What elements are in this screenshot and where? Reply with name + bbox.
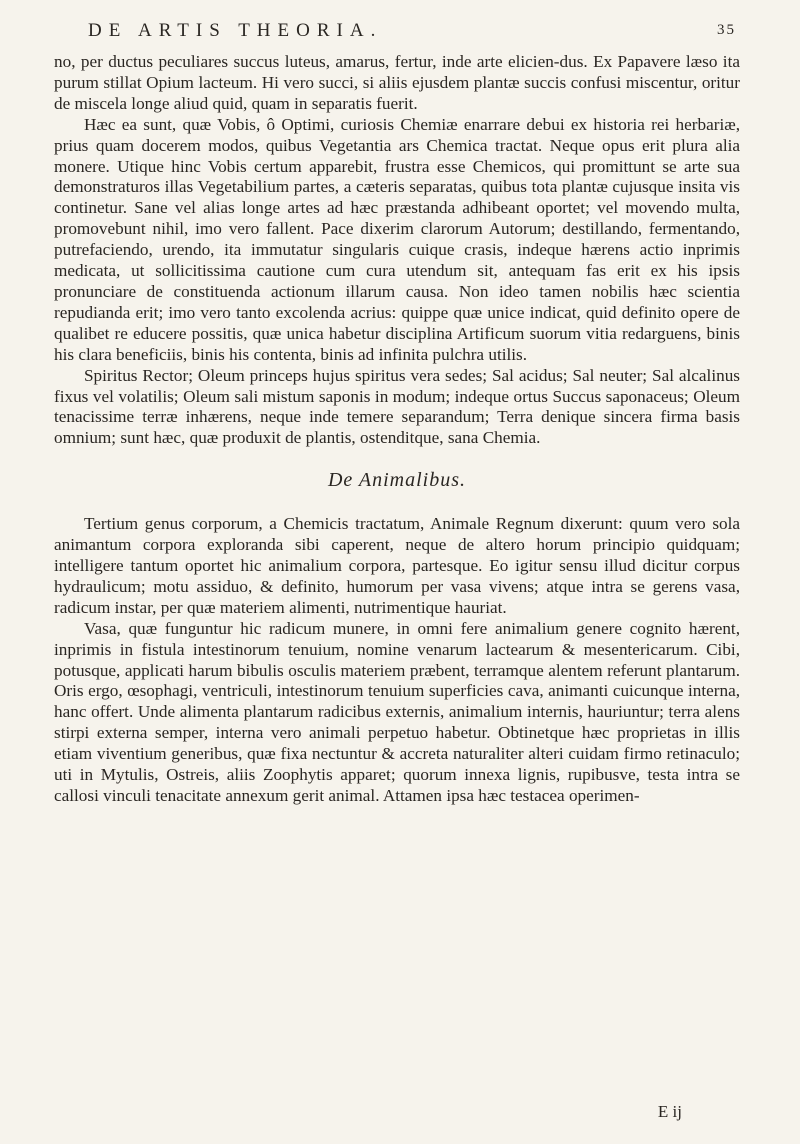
signature-mark: E ij (657, 1102, 682, 1121)
body-text-top (54, 52, 740, 449)
running-head (54, 18, 740, 52)
paragraph-vasa-radicum: Vasa, quæ funguntur hic radicum munere, in omni fere animalium genere cognito hærent, inprimis in fistula intestinorum tenuium, nomine venarum lactearum & mesentericarum. Cibi, potusque, applicati harum bibulis osculis materiem præbent, terramque alentem referunt plantarum. Oris ergo, œsophagi, ventriculi, intestinorum tenuium superficies cava, animanti cuicunque interna, hanc offert. Unde alimenta plantarum radicibus externis, animalium internis, hauriuntur; terra alens stirpi externa semper, interna vero animali perpetuo habetur. Obtinetque hæc proprietas in illis etiam viventium generibus, quæ fixa nectuntur & accreta naturaliter alteri cuidam firmo retinaculo; uti in Mytulis, Ostreis, aliis Zoophytis apparet; quorum innexa lignis, rupibusve, testa intra se callosi vinculi tenacitate annexum gerit animal. Attamen ipsa hæc testacea operimen- (54, 618, 740, 805)
paragraph-chemia-historia: Hæc ea sunt, quæ Vobis, ô Optimi, curiosis Chemiæ enarrare debui ex historia rei herbariæ, prius quam docerem modos, quibus Vegetantia ars Chemica tractat. Neque opus erit plura alia monere. Utique hinc Vobis certum apparebit, frustra esse Chemicos, qui promittunt se arte sua demonstraturos illas Vegetabilium partes, a cæteris separatas, quibus tota plantæ cujusque insita vis continetur. Sane vel alias longe artes ad hæc præstanda adhibeant oportet; vel movendo multa, promovebunt nihil, imo vero fallent. Pace dixerim clarorum Autorum; destillando, fermentando, putrefaciendo, urendo, ita immutatur singularis cuique crasis, indeque hærens actio inprimis medicata, ut sollicitissima cautione cum cura utendum sit, antequam fas erit ex his ipsis pronunciare de constituenda actionum illarum causa. Non ideo tamen nobilis hæc scientia repudianda erit; imo vero tanto excolenda acrius: quippe quæ unice indicat, quid definito opere de qualibet re educere possitis, quæ unica habetur disciplina Artificum suorum vitia redarguens, binis his clara beneficiis, binis his contenta, binis ad infinita pulchra utilis. (54, 114, 740, 364)
section-heading: De Animalibus. (327, 469, 467, 492)
paragraph-continuation: no, per ductus peculiares succus luteus, amarus, fertur, inde arte elicien-dus. Ex Papavere læso ita purum stillat Opium lacteum. Hi vero succi, si aliis ejusdem plantæ succis confusi miscentur, oritur de miscela longe aliud quid, quam in separatis fuerit. (54, 52, 740, 113)
page-number: 35 (717, 22, 736, 38)
body-text-bottom (54, 514, 740, 807)
paragraph-regnum-animale: Tertium genus corporum, a Chemicis tractatum, Animale Regnum dixerunt: quum vero sola animantum corpora exploranda sibi caperent, neque de altero horum principio quidquam; intelligere tantum oportet hic animalium corpora, partesque. Eo igitur sensu illud dicitur corpus hydraulicum; motu assiduo, & definito, humorum per vasa vivens; atque intra se gerens vasa, radicum instar, per quæ materiem alimenti, nutrimentique hauriat. (54, 514, 740, 617)
running-title: DE ARTIS THEORIA. (88, 20, 383, 41)
paragraph-principia-plantarum: Spiritus Rector; Oleum princeps hujus spiritus vera sedes; Sal acidus; Sal neuter; Sal alcalinus fixus vel volatilis; Oleum sali mistum saponis in modum; indeque ortus Succus saponaceus; Oleum tenacissime terræ inhærens, neque inde temere separandum; Terra denique sincera firma basis omnium; sunt hæc, quæ produxit de plantis, ostenditque, sana Chemia. (54, 365, 740, 448)
